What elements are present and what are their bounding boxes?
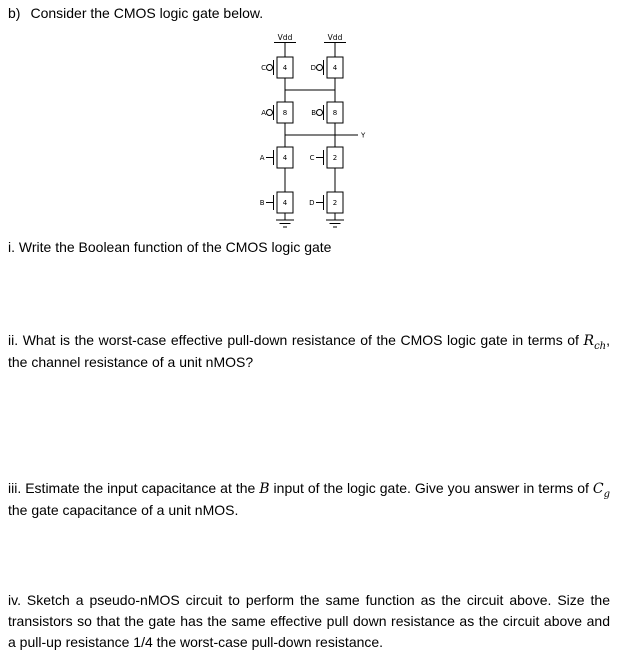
- size-label: 2: [332, 199, 338, 207]
- vdd-right-label: Vdd: [327, 33, 343, 42]
- question-number: i.: [8, 239, 15, 255]
- transistor-nmos-d: [309, 192, 343, 213]
- cmos-circuit-diagram: [233, 30, 383, 230]
- size-label: 4: [282, 154, 288, 162]
- size-label: 4: [332, 64, 338, 72]
- problem-title: [8, 3, 263, 24]
- question-ii: [8, 330, 610, 373]
- question-text: input of the logic gate. Give you answer in terms of: [269, 480, 593, 496]
- pmos-bubble-icon: [317, 110, 323, 116]
- transistor-nmos-b: [260, 192, 293, 213]
- size-label: 8: [282, 109, 288, 117]
- math-var-base: R: [583, 333, 595, 349]
- math-var-Cg: [592, 481, 610, 500]
- gate-label: D: [309, 199, 315, 207]
- question-text: Write the Boolean function of the CMOS logic gate: [15, 239, 332, 255]
- output-label: Y: [361, 131, 366, 140]
- pmos-bubble-icon: [267, 65, 273, 71]
- problem-label: b): [8, 5, 21, 21]
- transistor-nmos-c: [310, 147, 343, 168]
- question-number: iv.: [8, 592, 21, 608]
- size-label: 4: [282, 199, 288, 207]
- gate-label: D: [310, 64, 316, 72]
- pmos-bubble-icon: [317, 65, 323, 71]
- gate-label: C: [261, 64, 266, 72]
- size-label: 2: [332, 154, 338, 162]
- question-i: [8, 237, 610, 258]
- transistor-pmos-c: [261, 57, 293, 78]
- gate-label: C: [309, 154, 315, 162]
- vdd-left-label: Vdd: [277, 33, 293, 42]
- transistor-pmos-a: [261, 102, 293, 123]
- question-text: the gate capacitance of a unit nMOS.: [8, 502, 239, 518]
- pmos-bubble-icon: [267, 110, 273, 116]
- math-var-Rch: [583, 333, 607, 352]
- math-var-subscript: ch: [594, 340, 607, 352]
- question-number: ii.: [8, 332, 19, 348]
- power-rails: [274, 33, 346, 43]
- math-var-subscript: g: [603, 488, 610, 500]
- gate-label: B: [311, 109, 316, 117]
- problem-text: Consider the CMOS logic gate below.: [30, 5, 264, 21]
- transistor-nmos-a: [260, 147, 293, 168]
- question-number: iii.: [8, 480, 22, 496]
- question-text: Estimate the input capacitance at the: [21, 480, 260, 496]
- question-iv: [8, 590, 610, 653]
- gate-label: A: [261, 109, 266, 117]
- transistor-pmos-d: [311, 57, 343, 78]
- question-iii: [8, 478, 610, 521]
- transistor-pmos-b: [311, 102, 343, 123]
- math-var-base: C: [592, 481, 604, 497]
- size-label: 4: [282, 64, 288, 72]
- question-text: What is the worst-case effective pull-down resistance of the CMOS logic gate in terms of: [18, 332, 584, 348]
- question-text: Sketch a pseudo-nMOS circuit to perform the same function as the circuit above. Size the transistors so that the gate has the same effective pull down resistance as the circuit above and a pull-up resistance 1/4 the worst-case pull-down resistance.: [8, 592, 610, 650]
- math-var-B: B: [259, 481, 270, 497]
- question-text: , the channel resistance of a unit nMOS?: [8, 332, 610, 370]
- ground-symbol-right: [326, 220, 344, 227]
- size-label: 8: [332, 109, 338, 117]
- gate-label: B: [259, 199, 265, 207]
- gate-label: A: [259, 154, 265, 162]
- ground-symbol-left: [276, 220, 294, 227]
